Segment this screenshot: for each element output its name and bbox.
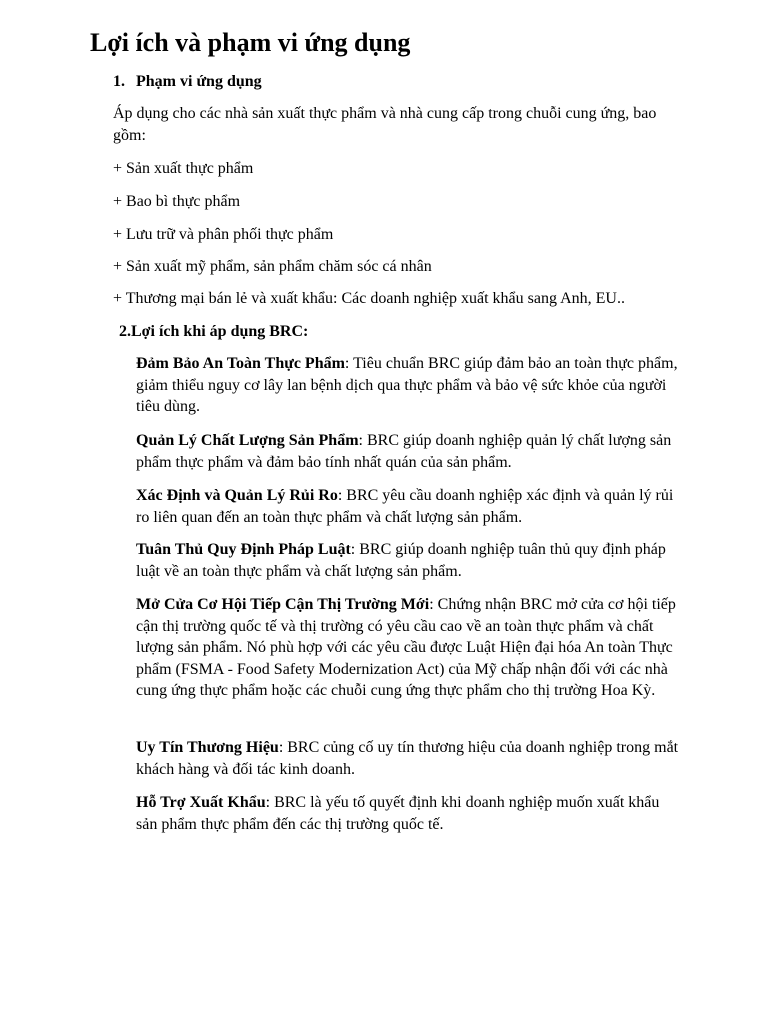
benefit-description: : BRC giúp doanh nghiệp quản lý chất lượng sản phẩm thực phẩm và đảm bảo tính nhất quán của sản phẩm.: [136, 432, 672, 471]
scope-bullet-item: + Lưu trữ và phân phối thực phẩm: [113, 226, 334, 243]
scope-bullet-item: + Bao bì thực phẩm: [113, 193, 241, 210]
scope-bullet-item: + Sản xuất thực phẩm: [113, 160, 254, 177]
benefit-description: : Chứng nhận BRC mở cửa cơ hội tiếp cận thị trường quốc tế và thị trường có yêu cầu cao về an toàn thực phẩm và chất lượng sản phẩm. Nó phù hợp với các yêu cầu được Luật Hiện đại hóa An toàn Thực phẩm (FSMA - Food Safety Modernization Act) của Mỹ chấp nhận đối với các nhà cung ứng thực phẩm hoặc các chuỗi cung ứng thực phẩm cho thị trường Hoa Kỳ.: [136, 596, 676, 699]
scope-bullet-item: + Thương mại bán lẻ và xuất khẩu: Các doanh nghiệp xuất khẩu sang Anh, EU..: [113, 290, 625, 307]
benefit-description: : BRC củng cố uy tín thương hiệu của doanh nghiệp trong mắt khách hàng và đối tác kinh doanh.: [136, 739, 679, 778]
benefit-term: Đảm Bảo An Toàn Thực Phẩm: [136, 355, 345, 372]
benefit-description: : BRC giúp doanh nghiệp tuân thủ quy định pháp luật về an toàn thực phẩm và chất lượng sản phẩm.: [136, 541, 666, 580]
benefit-term: Uy Tín Thương Hiệu: [136, 739, 279, 756]
benefit-description: : Tiêu chuẩn BRC giúp đảm bảo an toàn thực phẩm, giảm thiểu nguy cơ lây lan bệnh dịch qua thực phẩm và bảo vệ sức khỏe của người tiêu dùng.: [136, 355, 678, 415]
section-number: 1.: [113, 73, 125, 90]
benefit-paragraph: [136, 539, 684, 582]
benefit-description: : BRC là yếu tố quyết định khi doanh nghiệp muốn xuất khẩu sản phẩm thực phẩm đến các thị trường quốc tế.: [136, 794, 660, 833]
benefit-term: Hỗ Trợ Xuất Khẩu: [136, 794, 266, 811]
benefit-term: Quản Lý Chất Lượng Sản Phẩm: [136, 432, 359, 449]
benefit-paragraph: [136, 353, 684, 418]
benefit-description: : BRC yêu cầu doanh nghiệp xác định và quản lý rủi ro liên quan đến an toàn thực phẩm và chất lượng sản phẩm.: [136, 487, 674, 526]
section-heading-scope: [113, 71, 262, 92]
benefit-paragraph: [136, 485, 684, 528]
benefit-paragraph: [136, 594, 684, 702]
benefit-paragraph: [136, 737, 684, 780]
scope-bullet-item: + Sản xuất mỹ phẩm, sản phẩm chăm sóc cá nhân: [113, 258, 432, 275]
benefit-paragraph: [136, 792, 684, 835]
benefit-term: Mở Cửa Cơ Hội Tiếp Cận Thị Trường Mới: [136, 596, 430, 613]
page-title: Lợi ích và phạm vi ứng dụng: [90, 28, 411, 57]
benefit-paragraph: [136, 430, 684, 473]
benefit-term: Tuân Thủ Quy Định Pháp Luật: [136, 541, 351, 558]
benefit-term: Xác Định và Quản Lý Rủi Ro: [136, 487, 338, 504]
section-heading-benefits: 2.Lợi ích khi áp dụng BRC:: [119, 323, 309, 340]
section-heading-text: Phạm vi ứng dụng: [136, 73, 262, 90]
scope-intro-paragraph: Áp dụng cho các nhà sản xuất thực phẩm và nhà cung cấp trong chuỗi cung ứng, bao gồm:: [113, 105, 657, 144]
